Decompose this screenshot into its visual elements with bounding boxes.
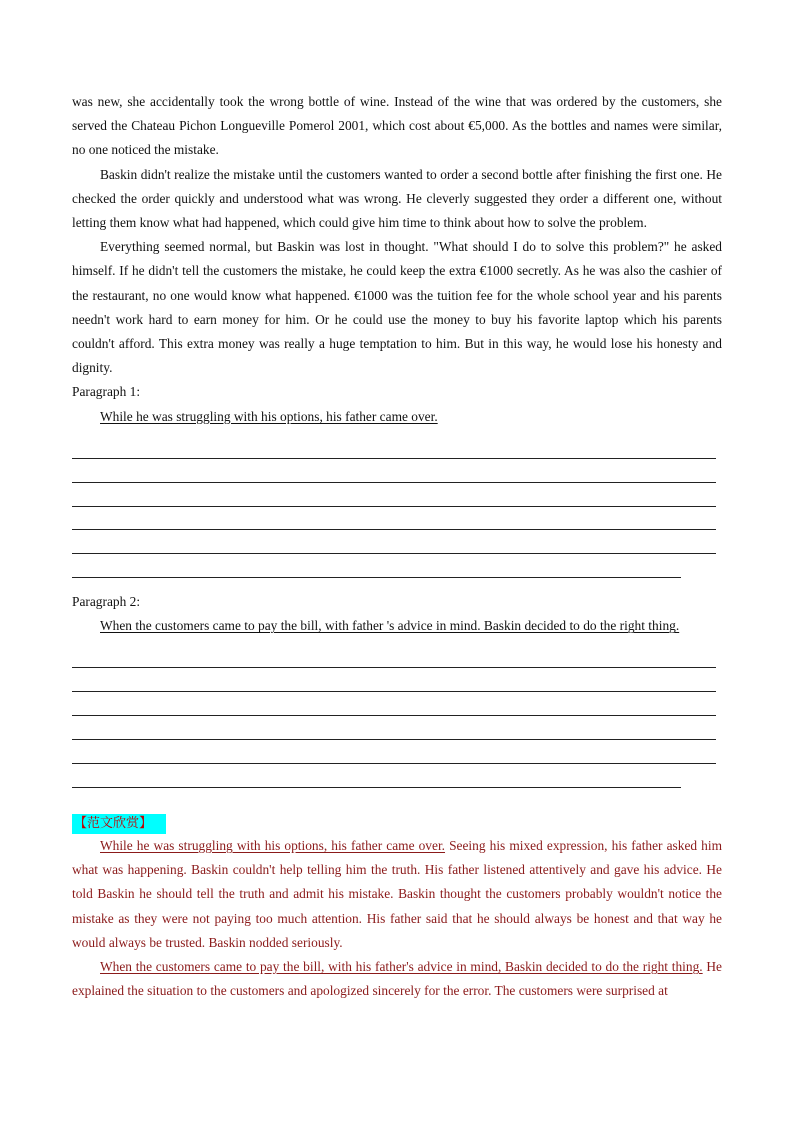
paragraph-2-prompt: When the customers came to pay the bill, with father 's advice in mind. Baskin decided to do the right thing. [100,618,680,634]
paragraph-2-label: Paragraph 2: [72,594,141,610]
model-paragraph-1-body: Seeing his mixed expression, his father asked him what was happening. Baskin couldn't help telling him the truth. His father listened attentively and gave his advice. He told Baskin he should tell the truth and admit his mistake. Baskin thought the customers probably wouldn't notice the mistake as they were not paying too much attention. His father said that he should always be honest and that way he would always be trusted. Baskin nodded seriously. [72,837,722,950]
writing-line[interactable] [72,435,716,459]
writing-line[interactable] [72,483,716,507]
model-essay-tag: 【范文欣赏】 [72,814,166,834]
writing-line[interactable] [72,459,716,483]
writing-line[interactable] [72,668,716,692]
writing-line[interactable] [72,645,716,669]
model-paragraph-2 [72,955,722,1003]
writing-line[interactable] [72,716,716,740]
writing-line[interactable] [72,530,716,554]
story-paragraph-3: Everything seemed normal, but Baskin was lost in thought. "What should I do to solve this problem?" he asked himself. If he didn't tell the customers the mistake, he could keep the extra €1000 secretly. As he was also the cashier of the restaurant, no one would know what happened. €1000 was the tuition fee for the whole school year and his parents needn't work hard to earn money for him. Or he could use the money to buy his favorite laptop which his parents couldn't afford. This extra money was really a huge temptation to him. But in this way, he would lose his honesty and dignity. [72,239,722,376]
paragraph-1-prompt: While he was struggling with his options, his father came over. [100,408,438,424]
paragraph-1-writing-lines[interactable] [72,435,722,578]
model-paragraph-1 [72,834,722,955]
writing-line[interactable] [72,740,716,764]
model-paragraph-1-opening: While he was struggling with his options, his father came over. [100,837,446,853]
model-paragraph-2-body: He explained the situation to the customers and apologized sincerely for the error. The customers were surprised at [72,958,722,999]
writing-line[interactable] [72,764,681,788]
model-essay [72,834,722,1003]
writing-line[interactable] [72,507,716,531]
document-page [72,90,722,1003]
paragraph-2-writing-lines[interactable] [72,645,722,788]
paragraph-1-prompt-line [72,405,722,429]
model-paragraph-2-opening: When the customers came to pay the bill, with his father's advice in mind, Baskin decided to do the right thing. [100,958,703,974]
writing-line[interactable] [72,554,681,578]
paragraph-2-prompt-line [72,614,722,638]
writing-line[interactable] [72,692,716,716]
story-paragraph-1: was new, she accidentally took the wrong bottle of wine. Instead of the wine that was ordered by the customers, she served the Chateau Pichon Longueville Pomerol 2001, which cost about €5,000. As the bottles and names were similar, no one noticed the mistake. [72,94,722,158]
paragraph-1-label: Paragraph 1: [72,384,141,400]
story-paragraph-2: Baskin didn't realize the mistake until the customers wanted to order a second bottle after finishing the first one. He checked the order quickly and understood what was wrong. He cleverly suggested they order a different one, without letting them know what had happened, which could give him time to think about how to solve the problem. [72,166,722,231]
